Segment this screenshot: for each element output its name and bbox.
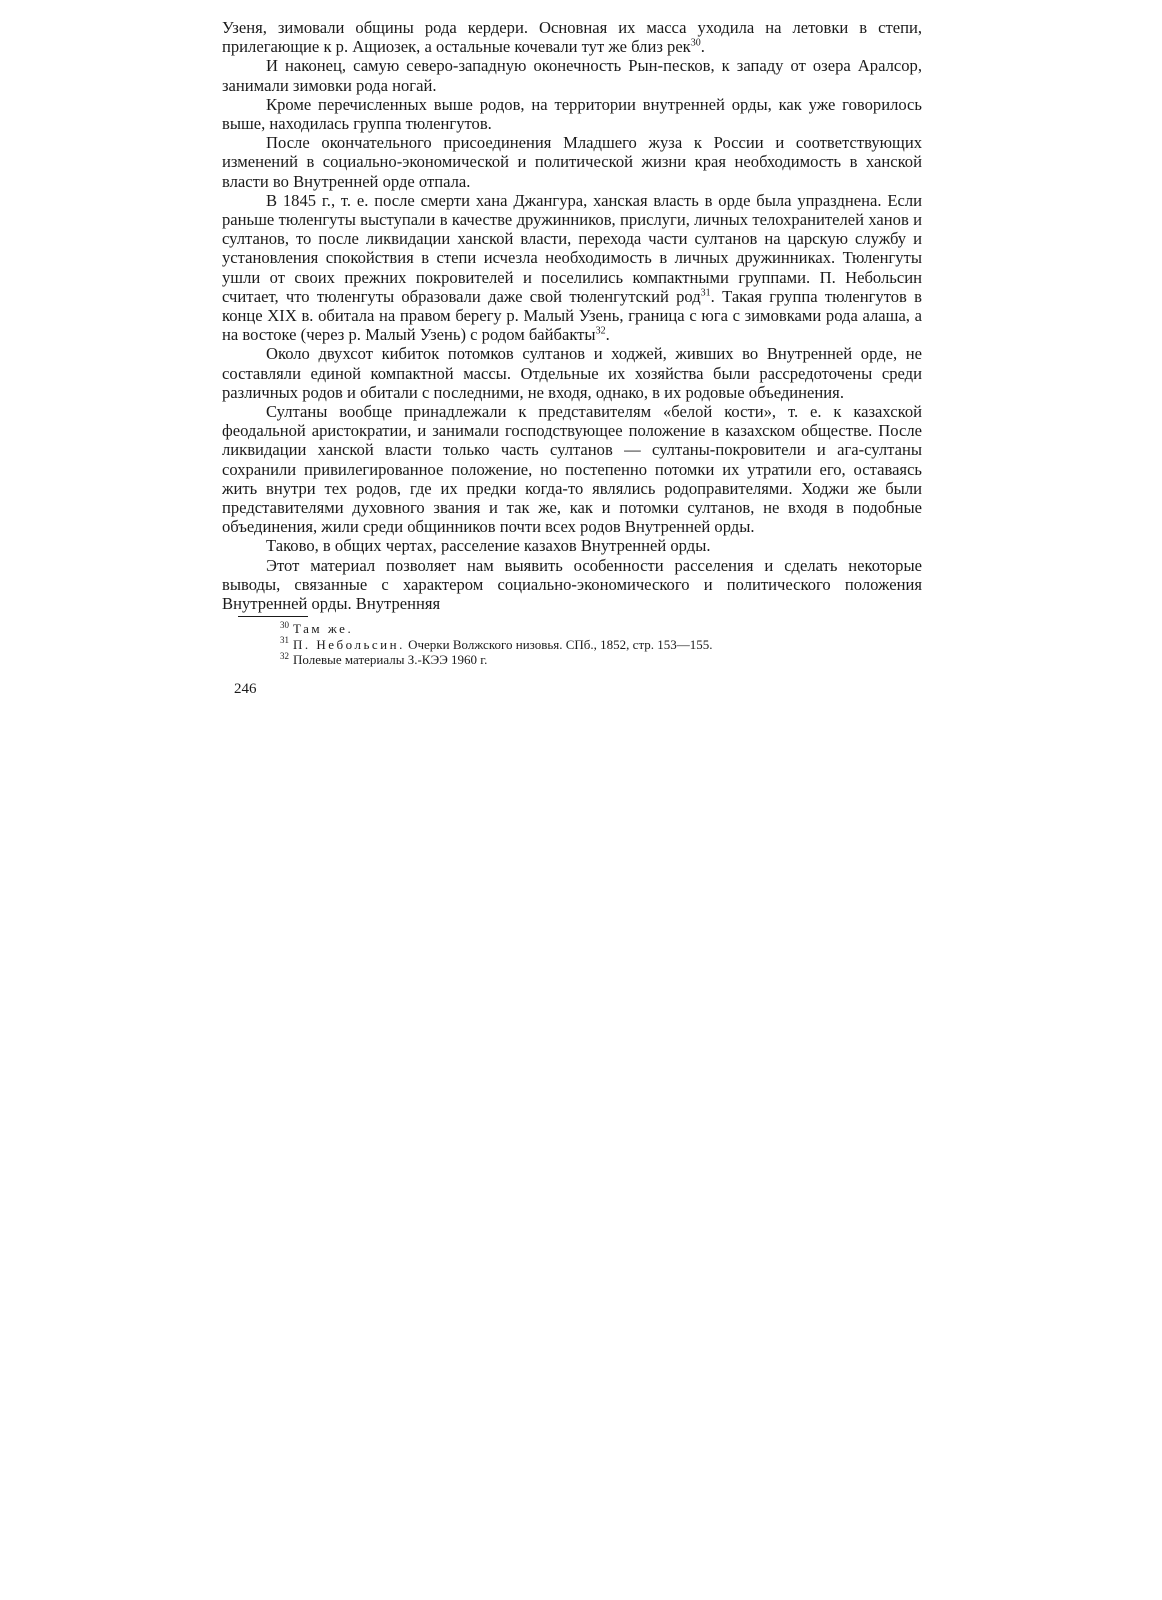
paragraph-text: Узеня, зимовали общины рода кердери. Основная их масса уходила на летовки в степи, прилегающие к р. Ащиозек, а остальные кочевали тут же близ рек: [222, 18, 922, 57]
paragraph: Около двухсот кибиток потомков султанов и ходжей, живших во Внутренней орде, не составляли единой компактной массы. Отдельные их хозяйства были рассредоточены среди различных родов и обитали с последними, не входя, однако, в их родовые объединения.: [222, 344, 922, 402]
footnote-number: 31: [280, 635, 289, 646]
paragraph-text: .: [605, 325, 610, 345]
paragraph-text: . Такая группа тюленгутов в конце XIX в. обитала на правом берегу р. Малый Узень, граница с юга с зимовками рода алаша, а на востоке (через р. Малый Узень) с родом байбакты: [222, 286, 922, 345]
footnote: [280, 637, 922, 653]
footnote: [280, 652, 922, 668]
footnote-author: Там же.: [293, 621, 354, 637]
page-number: 246: [234, 680, 257, 697]
paragraph: После окончательного присоединения Младшего жуза к России и соответствующих изменений в социально-экономической и политической жизни края необходимость в ханской власти во Внутренней орде отпала.: [222, 133, 922, 191]
footnote-ref: 31: [700, 287, 711, 299]
footnote-ref: 30: [690, 37, 701, 49]
footnote-number: 30: [280, 619, 289, 630]
footnote-text: Полевые материалы З.-КЭЭ 1960 г.: [293, 652, 488, 668]
paragraph: [222, 18, 922, 56]
paragraph: Султаны вообще принадлежали к представителям «белой кости», т. е. к казахской феодальной аристократии, и занимали господствующее положение в казахском обществе. После ликвидации ханской власти только часть султанов — султаны-покровители и ага-султаны сохранили привилегированное положение, но постепенно потомки их утратили его, оставаясь жить внутри тех родов, где их предки когда-то являлись родоправителями. Ходжи же были представителями духовного звания и так же, как и потомки султанов, не входя в подобные объединения, жили среди общинников почти всех родов Внутренней орды.: [222, 402, 922, 537]
footnotes: [222, 621, 922, 668]
paragraph-text: .: [700, 37, 705, 57]
paragraph: И наконец, самую северо-западную оконечность Рын-песков, к западу от озера Аралсор, занимали зимовки рода ногай.: [222, 56, 922, 95]
paragraph: Кроме перечисленных выше родов, на территории внутренней орды, как уже говорилось выше, находилась группа тюленгутов.: [222, 94, 922, 134]
body-text: [222, 18, 922, 613]
footnote-separator: [238, 616, 308, 617]
footnote-ref: 32: [595, 325, 606, 337]
paragraph: [222, 191, 922, 345]
paragraph: Этот материал позволяет нам выявить особенности расселения и сделать некоторые выводы, связанные с характером социально-экономического и политического положения Внутренней орды. Внутренняя: [222, 555, 922, 614]
footnote-number: 32: [280, 650, 289, 661]
footnote: [280, 621, 922, 637]
footnote-text: Очерки Волжского низовья. СПб., 1852, стр. 153—155.: [404, 636, 713, 652]
paragraph: Таково, в общих чертах, расселение казахов Внутренней орды.: [266, 536, 711, 556]
paragraph-text: В 1845 г., т. е. после смерти хана Джангура, ханская власть в орде была упразднена. Если раньше тюленгуты выступали в качестве дружинников, прислуги, личных телохранителей ханов и султанов, то после ликвидации ханской власти, перехода части султанов на царскую службу и установления спокойствия в степи исчезла необходимость в личных дружинниках. Тюленгуты ушли от своих прежних покровителей и поселились компактными группами. П. Небольсин считает, что тюленгуты образовали даже свой тюленгутский род: [222, 190, 922, 306]
footnote-author: П. Небольсин.: [293, 636, 405, 652]
book-page: [222, 18, 922, 698]
